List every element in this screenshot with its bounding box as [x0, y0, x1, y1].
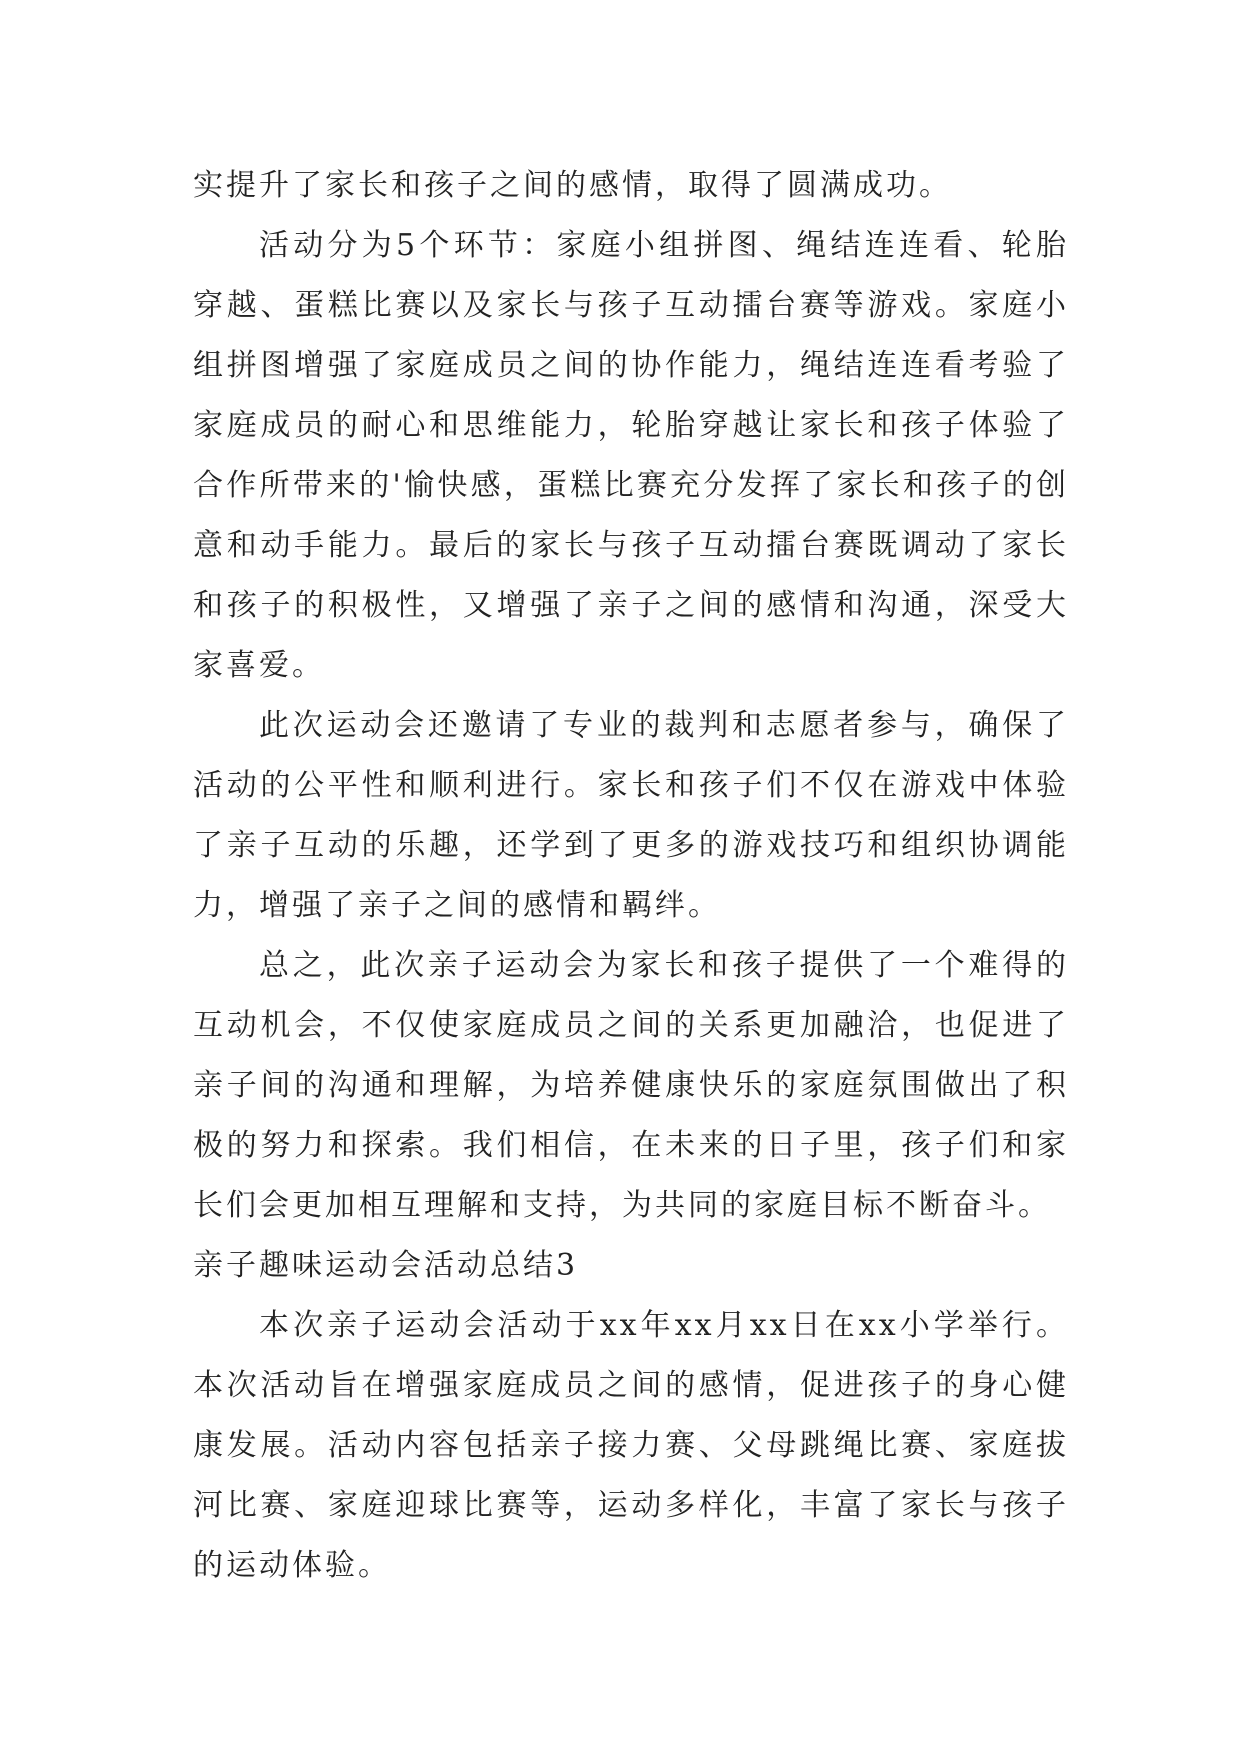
paragraph-referees-volunteers: 此次运动会还邀请了专业的裁判和志愿者参与，确保了活动的公平性和顺利进行。家长和孩子们不仅在游戏中体验了亲子互动的乐趣，还学到了更多的游戏技巧和组织协调能力，增强了亲子之间的感情和羁绊。	[193, 708, 1069, 923]
paragraph-continuation: 实提升了家长和孩子之间的感情，取得了圆满成功。	[193, 168, 952, 203]
paragraph-activity-sections: 活动分为5个环节：家庭小组拼图、绳结连连看、轮胎穿越、蛋糕比赛以及家长与孩子互动擂台赛等游戏。家庭小组拼图增强了家庭成员之间的协作能力，绳结连连看考验了家庭成员的耐心和思维能力，轮胎穿越让家长和孩子体验了合作所带来的'愉快感，蛋糕比赛充分发挥了家长和孩子的创意和动手能力。最后的家长与孩子互动擂台赛既调动了家长和孩子的积极性，又增强了亲子之间的感情和沟通，深受大家喜爱。	[193, 228, 1069, 683]
paragraph-event-overview: 本次亲子运动会活动于xx年xx月xx日在xx小学举行。本次活动旨在增强家庭成员之间的感情，促进孩子的身心健康发展。活动内容包括亲子接力赛、父母跳绳比赛、家庭拔河比赛、家庭迎球比赛等，运动多样化，丰富了家长与孩子的运动体验。	[193, 1308, 1069, 1583]
section-heading: 亲子趣味运动会活动总结3	[193, 1248, 579, 1283]
paragraph-conclusion: 总之，此次亲子运动会为家长和孩子提供了一个难得的互动机会，不仅使家庭成员之间的关系更加融洽，也促进了亲子间的沟通和理解，为培养健康快乐的家庭氛围做出了积极的努力和探索。我们相信，在未来的日子里，孩子们和家长们会更加相互理解和支持，为共同的家庭目标不断奋斗。	[193, 948, 1069, 1223]
document-body	[193, 156, 1069, 1596]
